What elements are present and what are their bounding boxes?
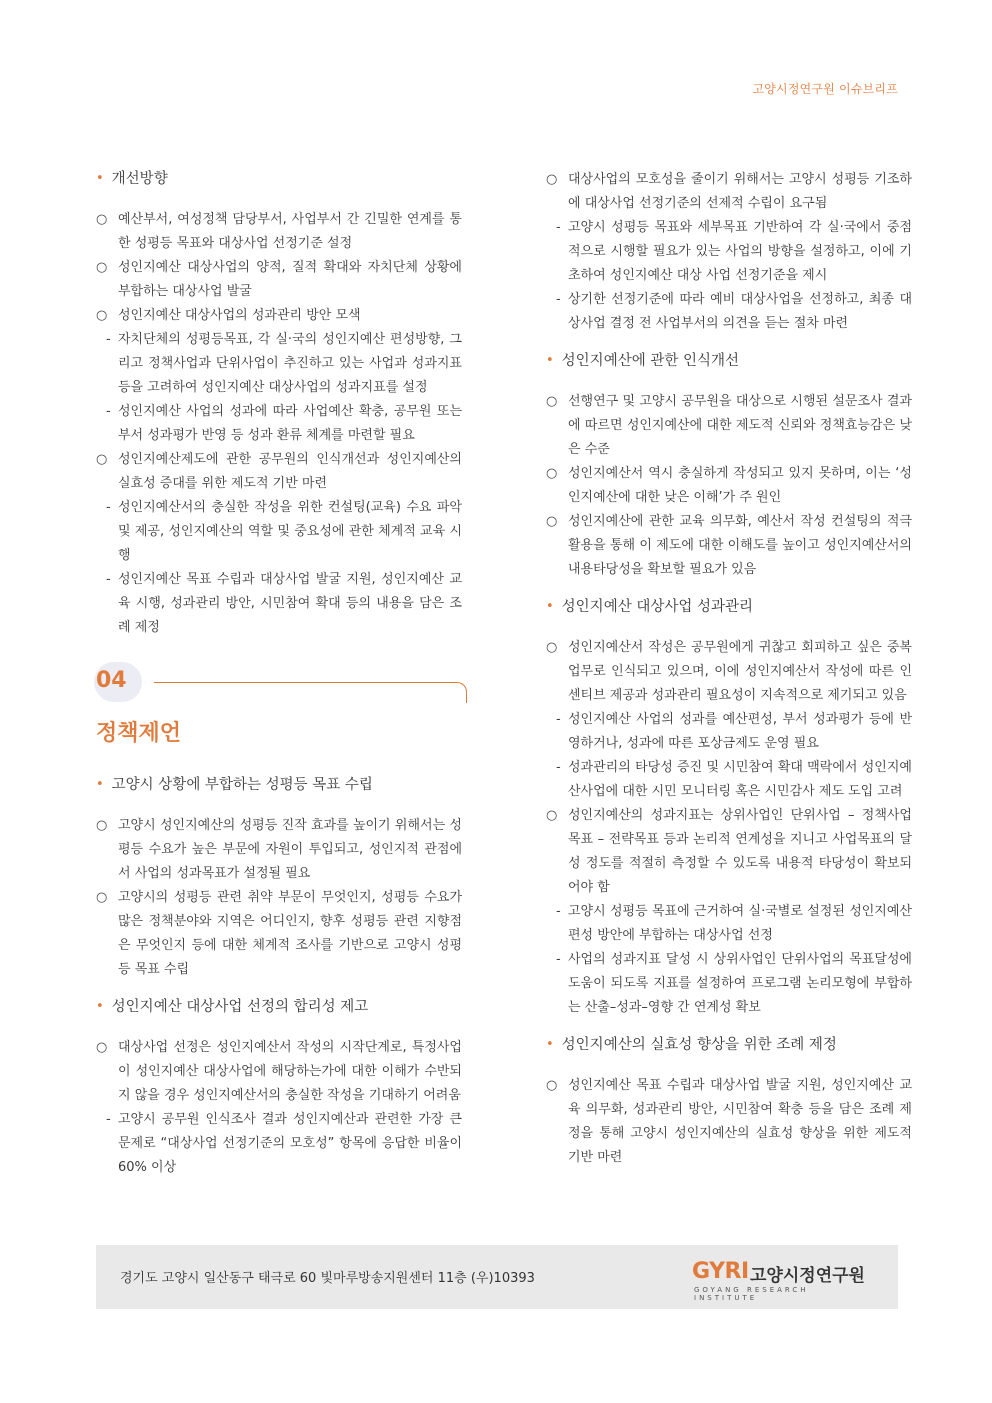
circle-bullet-item: ○ 선행연구 및 고양시 공무원을 대상으로 시행된 설문조사 결과에 따르면 성인지예산에 대한 제도적 신뢰와 정책효능감은 낮은 수준: [546, 390, 912, 462]
circle-bullet-item: ○ 예산부서, 여성정책 담당부서, 사업부서 간 긴밀한 연계를 통한 성평등 목표와 대상사업 선정기준 설정: [96, 208, 462, 256]
bullet-icon: •: [96, 171, 104, 186]
header-brand: 고양시정연구원 이슈브리프: [752, 82, 898, 96]
logo-mark: GYRI: [692, 1259, 749, 1284]
circle-bullet-item: ○ 성인지예산에 관한 교육 의무화, 예산서 작성 컨설팅의 적극 활용을 통해 이 제도에 대한 이해도를 높이고 성인지예산서의 내용타당성을 확보할 필요가 있음: [546, 510, 912, 582]
circle-bullet-item: ○ 성인지예산 목표 수립과 대상사업 발굴 지원, 성인지예산 교육 의무화, 성과관리 방안, 시민참여 확충 등을 담은 조례 제정을 통해 고양시 성인지예산의 실효성 향상을 위한 제도적 기반 마련: [546, 1074, 912, 1170]
circle-bullet-item: ○ 성인지예산제도에 관한 공무원의 인식개선과 성인지예산의 실효성 증대를 위한 제도적 기반 마련: [96, 448, 462, 496]
section-heading: [546, 596, 912, 618]
left-column: [96, 168, 462, 1180]
chapter-divider: [154, 682, 467, 703]
section-items: [96, 814, 462, 982]
footer-bar: [96, 1245, 898, 1309]
section-title: 성인지예산 대상사업 선정의 합리성 제고: [111, 999, 369, 1015]
bullet-icon: •: [96, 999, 104, 1014]
section-items: [546, 636, 912, 1020]
logo-name: 고양시정연구원: [750, 1266, 865, 1286]
dash-bullet-item: - 성과관리의 타당성 증진 및 시민참여 확대 맥락에서 성인지예산사업에 대한 시민 모니터링 혹은 시민감사 제도 도입 고려: [546, 756, 912, 804]
dash-bullet-item: - 고양시 성평등 목표와 세부목표 기반하여 각 실·국에서 중점적으로 시행할 필요가 있는 사업의 방향을 설정하고, 이에 기초하여 성인지예산 대상 사업 선정기준을 제시: [546, 216, 912, 288]
section-heading: [546, 1034, 912, 1056]
chapter-title: 정책제언: [96, 721, 182, 746]
dash-bullet-item: - 성인지예산 목표 수립과 대상사업 발굴 지원, 성인지예산 교육 시행, 성과관리 방안, 시민참여 확대 등의 내용을 담은 조례 제정: [96, 568, 462, 640]
section-items: [546, 168, 912, 336]
institute-logo: [692, 1259, 872, 1302]
circle-bullet-item: ○ 대상사업 선정은 성인지예산서 작성의 시작단계로, 특정사업이 성인지예산 대상사업에 해당하는가에 대한 이해가 수반되지 않을 경우 성인지예산서의 충실한 작성을 기대하기 어려움: [96, 1036, 462, 1108]
logo-subtitle: GOYANG RESEARCH INSTITUTE: [694, 1286, 809, 1302]
bullet-icon: •: [546, 353, 554, 368]
section-title: 성인지예산의 실효성 향상을 위한 조례 제정: [561, 1037, 837, 1053]
circle-bullet-item: ○ 성인지예산서 역시 충실하게 작성되고 있지 못하며, 이는 ‘성인지예산에 대한 낮은 이해’가 주 원인: [546, 462, 912, 510]
dash-bullet-item: - 고양시 성평등 목표에 근거하여 실·국별로 설정된 성인지예산 편성 방안에 부합하는 대상사업 선정: [546, 900, 912, 948]
footer-address: 경기도 고양시 일산동구 태극로 60 빛마루방송지원센터 11층 (우)10393: [120, 1271, 535, 1286]
section-items: [96, 1036, 462, 1180]
dash-bullet-item: - 자치단체의 성평등목표, 각 실·국의 성인지예산 편성방향, 그리고 정책사업과 단위사업이 추진하고 있는 사업과 성과지표 등을 고려하여 성인지예산 대상사업의 성과지표를 설정: [96, 328, 462, 400]
dash-bullet-item: - 성인지예산 사업의 성과를 예산편성, 부서 성과평가 등에 반영하거나, 성과에 따른 포상금제도 운영 필요: [546, 708, 912, 756]
dash-bullet-item: - 고양시 공무원 인식조사 결과 성인지예산과 관련한 가장 큰 문제로 “대상사업 선정기준의 모호성” 항목에 응답한 비율이 60% 이상: [96, 1108, 462, 1180]
bullet-icon: •: [546, 599, 554, 614]
section-title: 성인지예산 대상사업 성과관리: [561, 599, 753, 615]
right-column: [546, 168, 912, 1170]
section-heading: [546, 350, 912, 372]
section-heading: [96, 168, 462, 190]
circle-bullet-item: ○ 성인지예산의 성과지표는 상위사업인 단위사업 – 정책사업 목표 – 전략목표 등과 논리적 연계성을 지니고 사업목표의 달성 정도를 적절히 측정할 수 있도록 내용적 타당성이 확보되어야 함: [546, 804, 912, 900]
chapter-number: 04: [96, 668, 127, 693]
section-items: [546, 1074, 912, 1170]
chapter-header: [94, 662, 462, 752]
section-heading: [96, 996, 462, 1018]
section-items: [546, 390, 912, 582]
dash-bullet-item: - 성인지예산 사업의 성과에 따라 사업예산 확충, 공무원 또는 부서 성과평가 반영 등 성과 환류 체계를 마련할 필요: [96, 400, 462, 448]
circle-bullet-item: ○ 고양시 성인지예산의 성평등 진작 효과를 높이기 위해서는 성평등 수요가 높은 부문에 자원이 투입되고, 성인지적 관점에서 사업의 성과목표가 설정될 필요: [96, 814, 462, 886]
circle-bullet-item: ○ 고양시의 성평등 관련 취약 부문이 무엇인지, 성평등 수요가 많은 정책분야와 지역은 어디인지, 향후 성평등 관련 지향점은 무엇인지 등에 대한 체계적 조사를 기반으로 고양시 성평등 목표 수립: [96, 886, 462, 982]
dash-bullet-item: - 상기한 선정기준에 따라 예비 대상사업을 선정하고, 최종 대상사업 결정 전 사업부서의 의견을 듣는 절차 마련: [546, 288, 912, 336]
section-title: 개선방향: [111, 171, 168, 187]
circle-bullet-item: ○ 성인지예산 대상사업의 성과관리 방안 모색: [96, 304, 462, 328]
section-title: 성인지예산에 관한 인식개선: [561, 353, 739, 369]
circle-bullet-item: ○ 대상사업의 모호성을 줄이기 위해서는 고양시 성평등 기조하에 대상사업 선정기준의 선제적 수립이 요구됨: [546, 168, 912, 216]
dash-bullet-item: - 성인지예산서의 충실한 작성을 위한 컨설팅(교육) 수요 파악 및 제공, 성인지예산의 역할 및 중요성에 관한 체계적 교육 시행: [96, 496, 462, 568]
bullet-icon: •: [96, 777, 104, 792]
section-items: [96, 208, 462, 640]
section-heading: [96, 774, 462, 796]
circle-bullet-item: ○ 성인지예산서 작성은 공무원에게 귀찮고 회피하고 싶은 중복업무로 인식되고 있으며, 이에 성인지예산서 작성에 따른 인센티브 제공과 성과관리 필요성이 지속적으로 제기되고 있음: [546, 636, 912, 708]
bullet-icon: •: [546, 1037, 554, 1052]
circle-bullet-item: ○ 성인지예산 대상사업의 양적, 질적 확대와 자치단체 상황에 부합하는 대상사업 발굴: [96, 256, 462, 304]
dash-bullet-item: - 사업의 성과지표 달성 시 상위사업인 단위사업의 목표달성에 도움이 되도록 지표를 설정하여 프로그램 논리모형에 부합하는 산출–성과–영향 간 연계성 확보: [546, 948, 912, 1020]
section-title: 고양시 상황에 부합하는 성평등 목표 수립: [111, 777, 373, 793]
